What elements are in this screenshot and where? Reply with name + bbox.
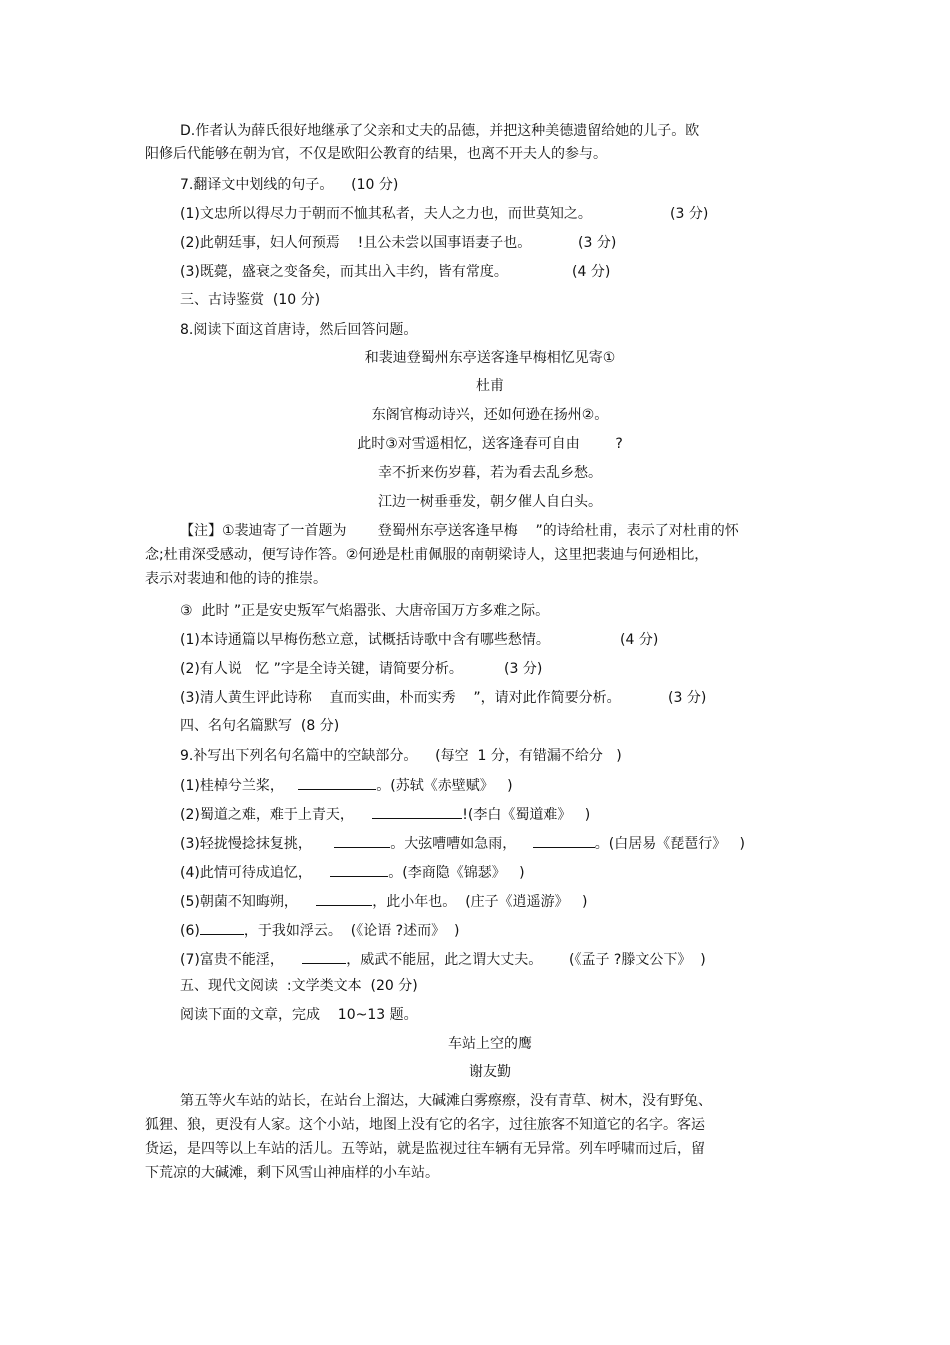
fill-item-1-after: 。(苏轼《赤壁赋》 ) — [376, 778, 513, 794]
fill-item-4-text: (4)此情可待成追忆， — [180, 865, 312, 881]
fill-item-4 — [180, 862, 525, 883]
answer-blank[interactable] — [533, 833, 595, 848]
fill-item-7 — [180, 949, 706, 970]
fill-item-3-after: 。(白居易《琵琶行》 ) — [594, 836, 746, 852]
fill-item-3-mid: 。大弦嘈嘈如急雨， — [390, 836, 517, 852]
fill-item-5 — [180, 891, 587, 912]
question-7-sentence-3: (3)既薨，盛衰之变备矣，而其出入丰约，皆有常度。 — [180, 264, 508, 280]
question-8-sub-1-score: (4 分) — [620, 632, 659, 648]
answer-blank[interactable] — [316, 891, 372, 906]
question-7-sentence-2-score: (3 分) — [578, 235, 617, 251]
poem-title: 和裴迪登蜀州东亭送客逢早梅相忆见寄① — [364, 350, 616, 366]
question-8-prompt: 8.阅读下面这首唐诗，然后回答问题。 — [180, 322, 418, 338]
option-d-line1: D.作者认为薛氏很好地继承了父亲和丈夫的品德，并把这种美德遗留给她的儿子。欧 — [180, 123, 700, 139]
article-title: 车站上空的鹰 — [448, 1036, 532, 1052]
question-8-sub-2-score: (3 分) — [504, 661, 543, 677]
fill-item-2-text: (2)蜀道之难，难于上青天， — [180, 807, 354, 823]
question-8-sub-3-score: (3 分) — [668, 690, 707, 706]
poem-note-line3: 表示对裴迪和他的诗的推崇。 — [145, 571, 327, 587]
answer-blank[interactable] — [334, 833, 390, 848]
poem-line-3: 幸不折来伤岁暮，若为看去乱乡愁。 — [378, 465, 602, 481]
question-8-sub-3: (3)清人黄生评此诗称 直而实曲，朴而实秀 ”，请对此作简要分析。 — [180, 690, 621, 706]
answer-blank[interactable] — [200, 920, 244, 935]
fill-item-3-text: (3)轻拢慢捻抹复挑， — [180, 836, 312, 852]
fill-item-3 — [180, 833, 745, 854]
answer-blank[interactable] — [330, 862, 388, 877]
question-7-sentence-1: (1)文忠所以得尽力于朝而不恤其私者，夫人之力也，而世莫知之。 — [180, 206, 592, 222]
fill-item-7-after: ，威武不能屈，此之谓大丈夫。 (《孟子 ?滕文公下》 ) — [346, 952, 706, 968]
answer-blank[interactable] — [372, 804, 462, 819]
question-9-prompt: 9.补写出下列名句名篇中的空缺部分。 (每空 1 分，有错漏不给分 ) — [180, 748, 622, 764]
poem-line-1: 东阁官梅动诗兴，还如何逊在扬州②。 — [371, 407, 609, 423]
poem-note-line1: 【注】①裴迪寄了一首题为 登蜀州东亭送客逢早梅 ”的诗给杜甫，表示了对杜甫的怀 — [180, 523, 739, 539]
question-8-sub-2: (2)有人说 忆 ”字是全诗关键，请简要分析。 — [180, 661, 463, 677]
fill-item-7-text: (7)富贵不能淫， — [180, 952, 284, 968]
fill-item-4-after: 。(李商隐《锦瑟》 ) — [388, 865, 525, 881]
poem-line-2: 此时③对雪遥相忆，送客逢春可自由 ? — [357, 436, 623, 452]
fill-item-6-text: (6) — [180, 923, 200, 939]
fill-item-5-text: (5)朝菌不知晦朔， — [180, 894, 298, 910]
poem-note-line2: 念;杜甫深受感动，便写诗作答。②何逊是杜甫佩服的南朝梁诗人，这里把裴迪与何逊相比， — [145, 547, 709, 563]
answer-blank[interactable] — [302, 949, 346, 964]
question-8-sub-1: (1)本诗通篇以早梅伤愁立意，试概括诗歌中含有哪些愁情。 — [180, 632, 550, 648]
fill-item-5-after: ，此小年也。 (庄子《逍遥游》 ) — [372, 894, 588, 910]
fill-item-2-after: !(李白《蜀道难》 ) — [462, 807, 591, 823]
article-paragraph-line4: 下荒凉的大碱滩，剩下风雪山神庙样的小车站。 — [145, 1165, 439, 1181]
fill-item-6-after: ，于我如浮云。 (《论语 ?述而》 ) — [243, 923, 460, 939]
question-7-sentence-3-score: (4 分) — [572, 264, 611, 280]
question-7-prompt: 7.翻译文中划线的句子。 (10 分) — [180, 177, 399, 193]
poem-line-4: 江边一树垂垂发，朝夕催人自白头。 — [378, 494, 602, 510]
question-7-sentence-1-score: (3 分) — [670, 206, 709, 222]
article-paragraph-line1: 第五等火车站的站长，在站台上溜达，大碱滩白雾瘵瘵，没有青草、树木，没有野兔、 — [180, 1093, 712, 1109]
poem-note-line4: ③ 此时 ”正是安史叛军气焰嚣张、大唐帝国万方多难之际。 — [180, 603, 550, 619]
option-d-line2: 阳修后代能够在朝为官，不仅是欧阳公教育的结果，也离不开夫人的参与。 — [145, 146, 607, 162]
fill-item-2 — [180, 804, 590, 825]
section-3-heading: 三、古诗鉴赏 (10 分) — [180, 292, 321, 308]
fill-item-6 — [180, 920, 459, 941]
question-10-prompt: 阅读下面的文章，完成 10~13 题。 — [180, 1007, 418, 1023]
article-paragraph-line3: 货运，是四等以上车站的活儿。五等站，就是监视过往车辆有无异常。列车呼啸而过后，留 — [145, 1141, 705, 1157]
fill-item-1 — [180, 775, 513, 796]
section-5-heading: 五、现代文阅读 :文学类文本 (20 分) — [180, 978, 418, 994]
question-7-sentence-2: (2)此朝廷事，妇人何预焉 !且公未尝以国事语妻子也。 — [180, 235, 532, 251]
section-4-heading: 四、名句名篇默写 (8 分) — [180, 718, 340, 734]
article-paragraph-line2: 狐狸、狼，更没有人家。这个小站，地图上没有它的名字，过往旅客不知道它的名字。客运 — [145, 1117, 705, 1133]
poem-author: 杜甫 — [476, 378, 504, 394]
fill-item-1-text: (1)桂棹兮兰桨， — [180, 778, 284, 794]
article-author: 谢友勤 — [469, 1064, 511, 1080]
answer-blank[interactable] — [298, 775, 376, 790]
